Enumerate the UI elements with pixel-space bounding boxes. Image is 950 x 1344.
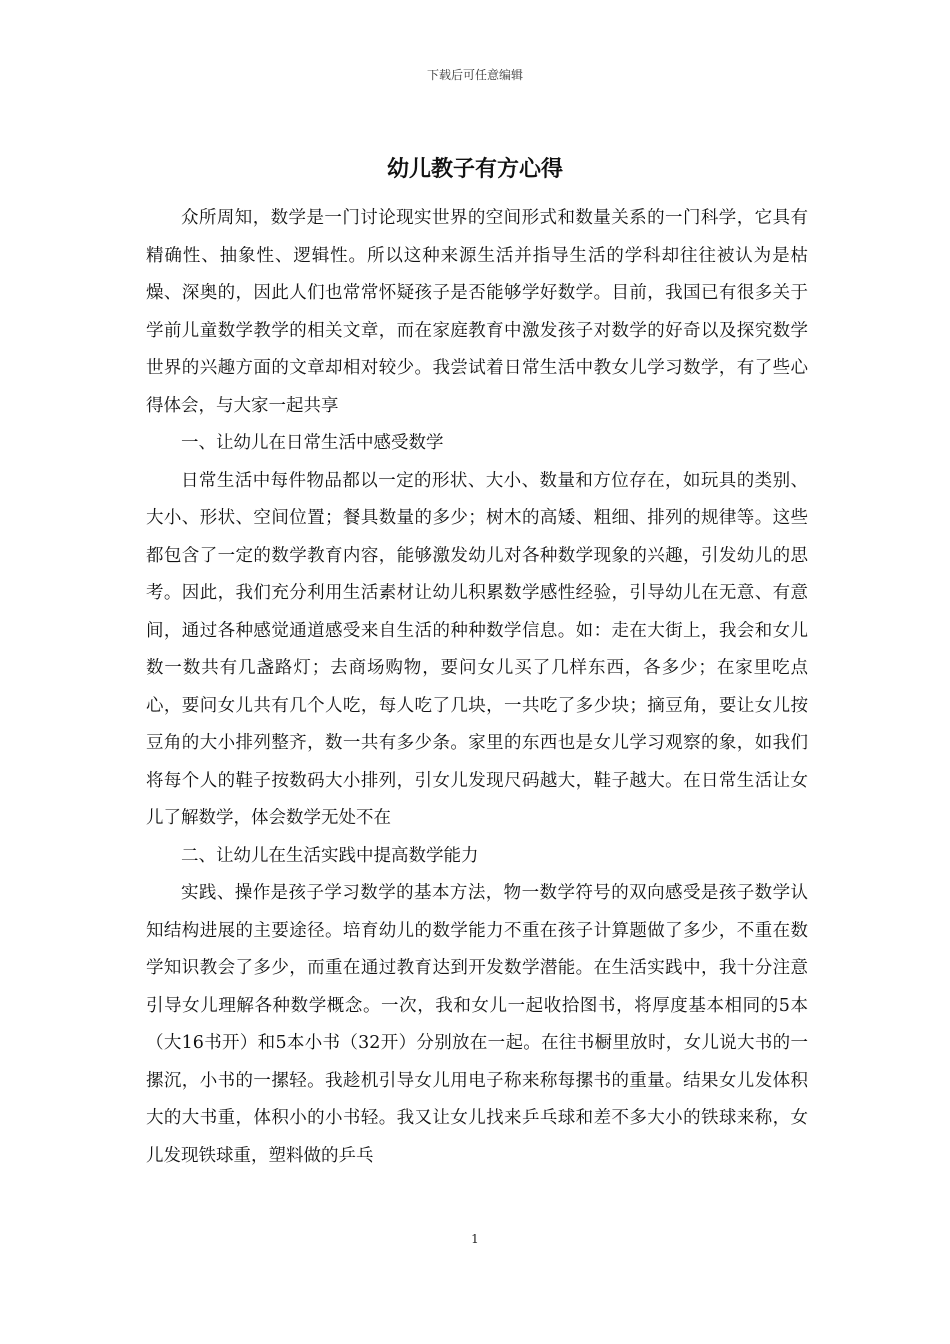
header-note: 下载后可任意编辑 xyxy=(426,68,523,82)
section-heading-1: 一、让幼儿在日常生活中感受数学 xyxy=(181,433,444,453)
document-body xyxy=(146,200,808,1175)
paragraph-section-1: 日常生活中每件物品都以一定的形状、大小、数量和方位存在，如玩具的类别、大小、形状、空间位置；餐具数量的多少；树木的高矮、粗细、排列的规律等。这些都包含了一定的数学教育内容，能够激发幼儿对各种数学现象的兴趣，引发幼儿的思考。因此，我们充分利用生活素材让幼儿积累数学感性经验，引导幼儿在无意、有意间，通过各种感觉通道感受来自生活的种种数学信息。如：走在大街上，我会和女儿数一数共有几盏路灯；去商场购物，要问女儿买了几样东西，各多少；在家里吃点心，要问女儿共有几个人吃，每人吃了几块，一共吃了多少块；摘豆角，要让女儿按豆角的大小排列整齐，数一共有多少条。家里的东西也是女儿学习观察的象，如我们将每个人的鞋子按数码大小排列，引女儿发现尺码越大，鞋子越大。在日常生活让女儿了解数学，体会数学无处不在 xyxy=(146,470,808,828)
section-heading-2: 二、让幼儿在生活实践中提高数学能力 xyxy=(181,845,479,866)
paragraph-section-2: 实践、操作是孩子学习数学的基本方法，物一数学符号的双向感受是孩子数学认知结构进展的主要途径。培育幼儿的数学能力不重在孩子计算题做了多少，不重在数学知识教会了多少，而重在通过教育达到开发数学潜能。在生活实践中，我十分注意引导女儿理解各种数学概念。一次，我和女儿一起收拾图书，将厚度基本相同的5本（大16书开）和5本小书（32开）分别放在一起。在往书橱里放时，女儿说大书的一摞沉，小书的一摞轻。我趁机引导女儿用电子称来称每摞书的重量。结果女儿发体积大的大书重，体积小的小书轻。我又让女儿找来乒乓球和差不多大小的铁球来称，女儿发现铁球重，塑料做的乒乓 xyxy=(146,883,808,1166)
page-number: 1 xyxy=(471,1232,479,1246)
document-title: 幼儿教子有方心得 xyxy=(386,156,563,182)
paragraph-intro: 众所周知，数学是一门讨论现实世界的空间形式和数量关系的一门科学，它具有精确性、抽象性、逻辑性。所以这种来源生活并指导生活的学科却往往被认为是枯燥、深奥的，因此人们也常常怀疑孩子是否能够学好数学。目前，我国已有很多关于学前儿童数学教学的相关文章，而在家庭教育中激发孩子对数学的好奇以及探究数学世界的兴趣方面的文章却相对较少。我尝试着日常生活中教女儿学习数学，有了些心得体会，与大家一起共享 xyxy=(146,208,808,416)
